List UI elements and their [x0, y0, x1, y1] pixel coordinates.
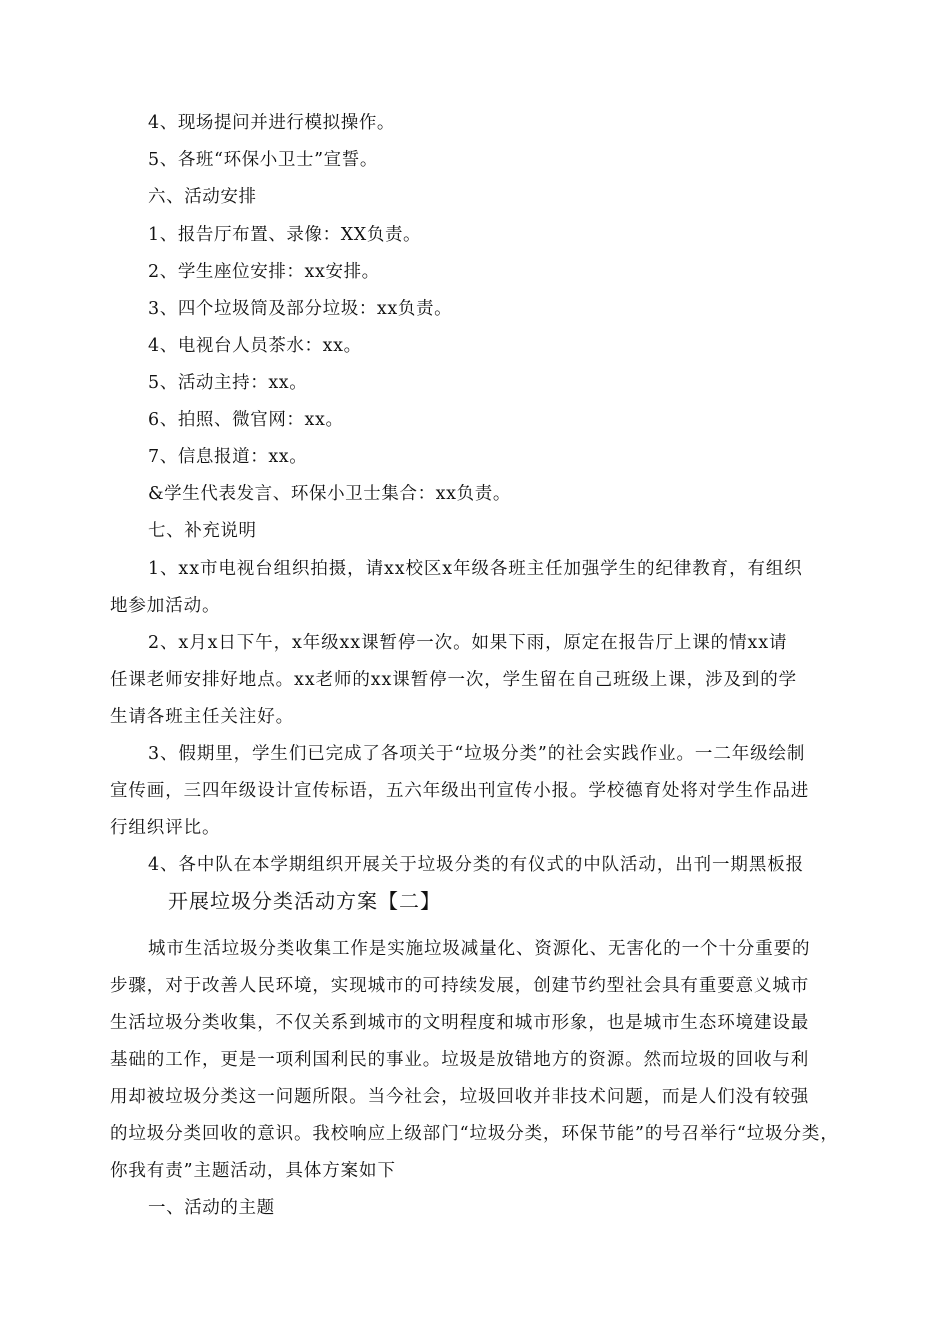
list-item: 4、现场提问并进行模拟操作。 — [148, 113, 396, 133]
list-item: 4、电视台人员茶水：xx。 — [148, 336, 362, 356]
paragraph-line: 4、各中队在本学期组织开展关于垃圾分类的有仪式的中队活动，出刊一期黑板报 — [148, 855, 805, 875]
section-heading: 六、活动安排 — [148, 187, 257, 207]
list-item: 5、活动主持：xx。 — [148, 373, 308, 393]
paragraph-line: 基础的工作，更是一项利国利民的事业。垃圾是放错地方的资源。然而垃圾的回收与利 — [110, 1050, 810, 1070]
paragraph-line: 用却被垃圾分类这一问题所限。当今社会，垃圾回收并非技术问题，而是人们没有较强 — [110, 1087, 810, 1107]
paragraph-line: 宣传画，三四年级设计宣传标语，五六年级出刊宣传小报。学校德育处将对学生作品进 — [110, 781, 810, 801]
list-item: 7、信息报道：xx。 — [148, 447, 308, 467]
paragraph-line: 1、xx市电视台组织拍摄，请xx校区x年级各班主任加强学生的纪律教育，有组织 — [148, 559, 803, 579]
list-item: 3、四个垃圾筒及部分垃圾：xx负责。 — [148, 299, 453, 319]
paragraph-line: 任课老师安排好地点。xx老师的xx课暂停一次，学生留在自己班级上课，涉及到的学 — [110, 670, 798, 690]
list-item: 6、拍照、微官网：xx。 — [148, 410, 344, 430]
paragraph-line: 生活垃圾分类收集，不仅关系到城市的文明程度和城市形象，也是城市生态环境建设最 — [110, 1013, 810, 1033]
paragraph-line: 步骤，对于改善人民环境，实现城市的可持续发展，创建节约型社会具有重要意义城市 — [110, 976, 810, 996]
paragraph-line: 行组织评比。 — [110, 818, 221, 838]
paragraph-line: 地参加活动。 — [110, 596, 221, 616]
paragraph-line: 2、x月x日下午，x年级xx课暂停一次。如果下雨，原定在报告厅上课的情xx请 — [148, 633, 788, 653]
document-title: 开展垃圾分类活动方案【二】 — [168, 889, 441, 913]
section-heading: 一、活动的主题 — [148, 1198, 275, 1218]
section-heading: 七、补充说明 — [148, 521, 257, 541]
list-item: &学生代表发言、环保小卫士集合：xx负责。 — [148, 484, 511, 504]
paragraph-line: 3、假期里，学生们已完成了各项关于“垃圾分类”的社会实践作业。一二年级绘制 — [148, 744, 806, 764]
paragraph-line: 城市生活垃圾分类收集工作是实施垃圾减量化、资源化、无害化的一个十分重要的 — [148, 939, 811, 959]
paragraph-line: 生请各班主任关注好。 — [110, 707, 294, 727]
paragraph-line: 你我有责”主题活动，具体方案如下 — [110, 1161, 396, 1181]
list-item: 5、各班“环保小卫士”宣誓。 — [148, 150, 378, 170]
list-item: 1、报告厅布置、录像：XX负责。 — [148, 225, 422, 245]
paragraph-line: 的垃圾分类回收的意识。我校响应上级部门“垃圾分类，环保节能”的号召举行“垃圾分类， — [110, 1124, 839, 1144]
list-item: 2、学生座位安排：xx安排。 — [148, 262, 380, 282]
